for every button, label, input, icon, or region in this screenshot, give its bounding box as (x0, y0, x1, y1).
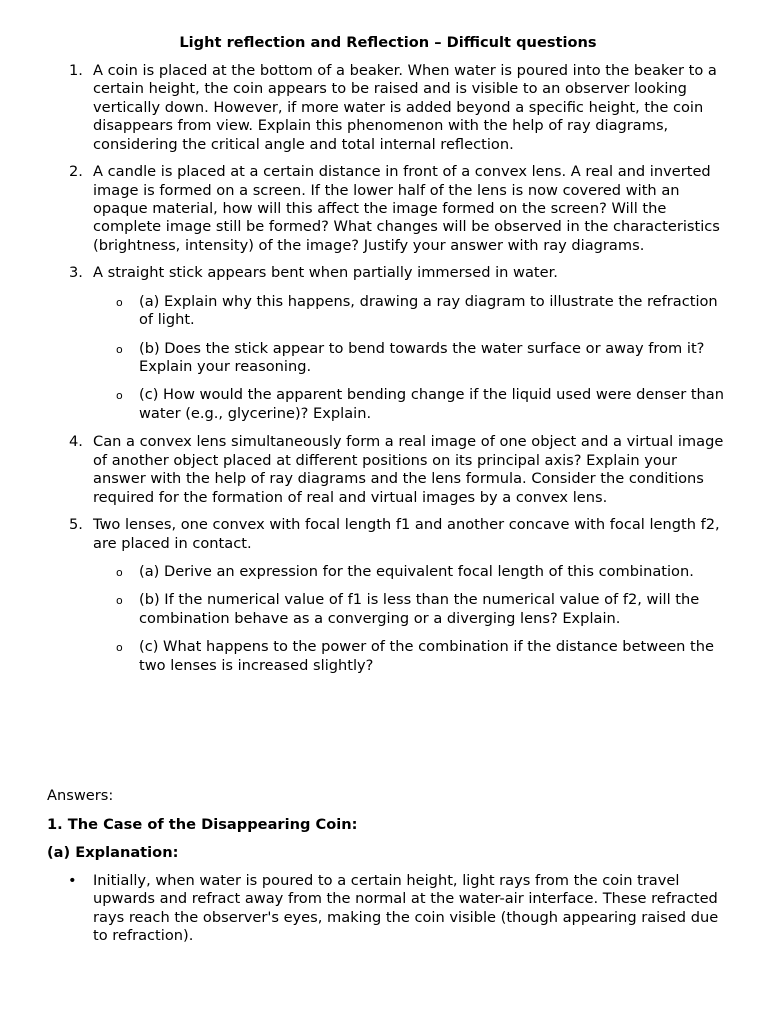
answer-point-list (68, 872, 733, 946)
subpart-text: (c) How would the apparent bending change if the liquid used were denser than water (e.g., glycerine)? Explain. (139, 386, 724, 422)
subpart-item (116, 638, 733, 675)
question-text: A candle is placed at a certain distance in front of a convex lens. A real and inverted image is formed on a screen. If the lower half of the lens is now covered with an opaque material, how will this affect the image formed on the screen? Will the complete image still be formed? What changes will be observed in the characteristics (brightness, intensity) of the image? Justify your answer with ray diagrams. (93, 163, 720, 254)
answer-point-text: Initially, when water is poured to a certain height, light rays from the coin travel upwards and refract away from the normal at the water-air interface. These refracted rays reach the observer's eyes, making the coin visible (though appearing raised due to refraction). (93, 872, 719, 945)
circle-bullet-icon: o (116, 641, 123, 655)
circle-bullet-icon: o (116, 565, 123, 579)
answer-section-title: 1. The Case of the Disappearing Coin: (47, 816, 358, 833)
question-number: 1. (69, 62, 83, 79)
question-number: 4. (69, 433, 83, 451)
document-title: Light reflection and Reflection – Difficult questions (179, 34, 597, 51)
subpart-text: (a) Explain why this happens, drawing a ray diagram to illustrate the refraction of light. (139, 292, 718, 329)
subpart-text: (b) If the numerical value of f1 is less than the numerical value of f2, will the combination behave as a converging or a diverging lens? Explain. (139, 591, 700, 627)
question-number: 2. (69, 163, 83, 181)
subpart-text: (c) What happens to the power of the combination if the distance between the two lenses is increased slightly? (139, 638, 715, 674)
bullet-icon: • (68, 872, 77, 889)
answer-point (68, 872, 733, 946)
question-item (69, 62, 733, 154)
circle-bullet-icon: o (116, 594, 123, 608)
question-text: A straight stick appears bent when partially immersed in water. (93, 264, 558, 282)
question-text: Two lenses, one convex with focal length f1 and another concave with focal length f2, are placed in contact. (93, 516, 720, 552)
subpart-text: (a) Derive an expression for the equivalent focal length of this combination. (139, 562, 694, 580)
subpart-item (116, 339, 733, 377)
question-item (69, 163, 733, 255)
circle-bullet-icon: o (116, 389, 123, 403)
circle-bullet-icon: o (116, 295, 123, 309)
subpart-text: (b) Does the stick appear to bend towards the water surface or away from it? Explain your reasoning. (139, 339, 705, 376)
question-number: 5. (69, 516, 83, 534)
subpart-item (116, 292, 733, 330)
answers-heading: Answers: (47, 787, 114, 804)
question-item (69, 516, 733, 675)
question-text: Can a convex lens simultaneously form a real image of one object and a virtual image of another object placed at different positions on its principal axis? Explain your answer with the help of ray diagrams and the lens formula. Consider the conditions required for the formation of real and virtual images by a convex lens. (93, 433, 724, 506)
subpart-list (93, 563, 733, 675)
subpart-list (93, 293, 733, 423)
question-item (69, 433, 733, 507)
question-list (69, 62, 733, 685)
question-text: A coin is placed at the bottom of a beaker. When water is poured into the beaker to a certain height, the coin appears to be raised and is visible to an observer looking vertically down. However, if more water is added beyond a specific height, the coin disappears from view. Explain this phenomenon with the help of ray diagrams, considering the critical angle and total internal reflection. (93, 62, 717, 153)
subpart-item (116, 591, 733, 628)
subpart-item (116, 562, 733, 581)
circle-bullet-icon: o (116, 342, 123, 356)
question-item (69, 264, 733, 423)
question-number: 3. (69, 264, 83, 282)
subpart-item (116, 386, 733, 423)
answer-sub-heading: (a) Explanation: (47, 844, 179, 861)
